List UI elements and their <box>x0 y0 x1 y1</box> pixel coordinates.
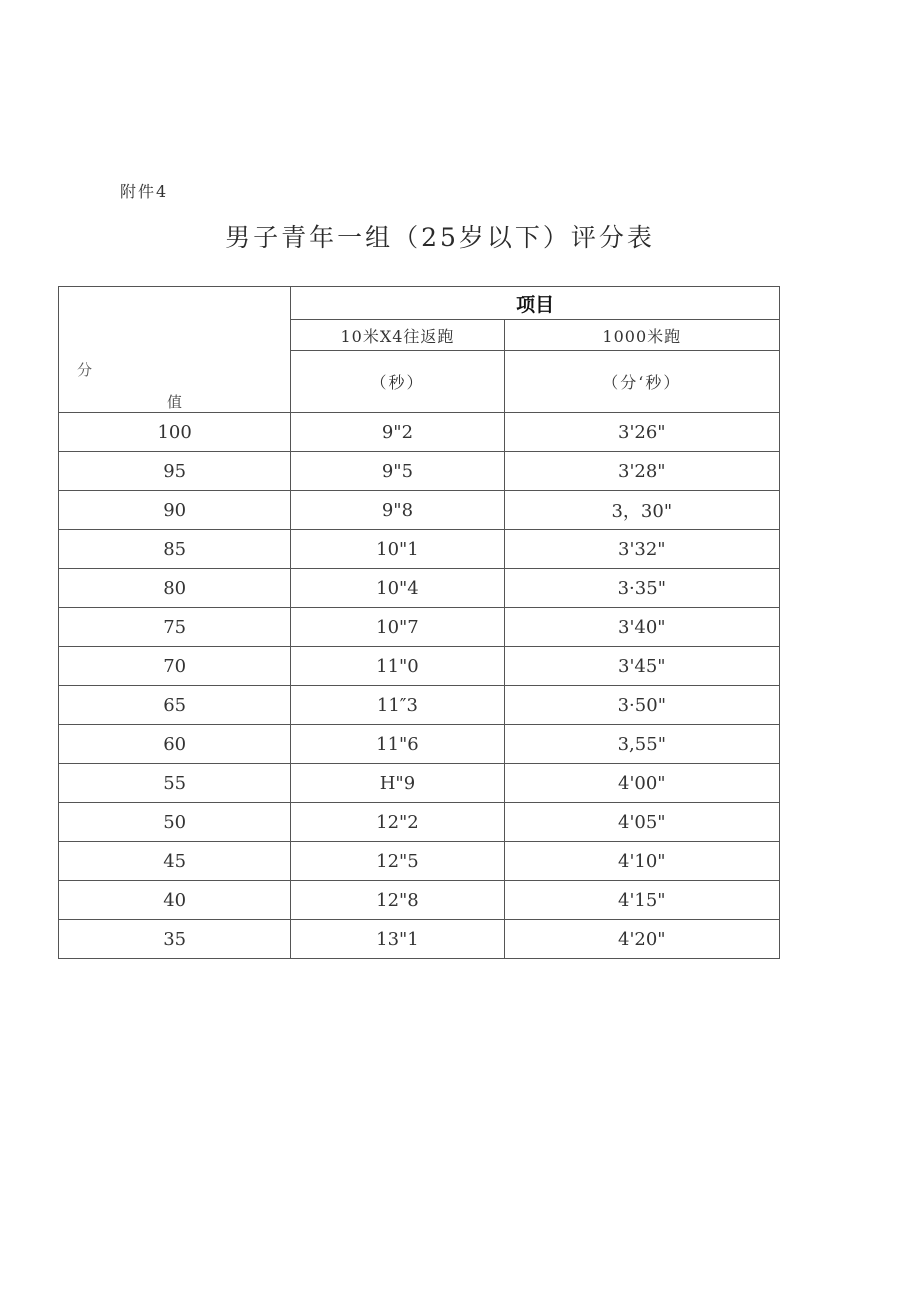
score-cell: 75 <box>59 608 291 647</box>
score-cell: 60 <box>59 725 291 764</box>
run-time-cell: 3'32" <box>504 530 779 569</box>
run-time-cell: 3'40" <box>504 608 779 647</box>
score-cell: 45 <box>59 842 291 881</box>
score-cell: 95 <box>59 452 291 491</box>
page-title: 男子青年一组（25岁以下）评分表 <box>225 223 655 252</box>
header-row-project <box>59 287 780 320</box>
shuttle-time-cell: 10"4 <box>291 569 504 608</box>
score-cell: 70 <box>59 647 291 686</box>
shuttle-time-cell: 11"0 <box>291 647 504 686</box>
shuttle-time-cell: 9"2 <box>291 413 504 452</box>
run-time-cell: 3'45" <box>504 647 779 686</box>
score-cell: 100 <box>59 413 291 452</box>
score-cell: 80 <box>59 569 291 608</box>
shuttle-time-cell: 11″3 <box>291 686 504 725</box>
score-header-cell <box>59 287 291 413</box>
shuttle-time-cell: 13"1 <box>291 920 504 959</box>
score-cell: 65 <box>59 686 291 725</box>
table-row <box>59 764 780 803</box>
unit-run: （分‘秒） <box>504 351 779 413</box>
shuttle-time-cell: H"9 <box>291 764 504 803</box>
score-cell: 50 <box>59 803 291 842</box>
shuttle-time-cell: 12"5 <box>291 842 504 881</box>
score-header-bottom: 值 <box>167 393 183 411</box>
table-row <box>59 803 780 842</box>
shuttle-time-cell: 12"8 <box>291 881 504 920</box>
table-row <box>59 413 780 452</box>
shuttle-time-cell: 9"8 <box>291 491 504 530</box>
table-row <box>59 608 780 647</box>
score-cell: 55 <box>59 764 291 803</box>
table-row <box>59 842 780 881</box>
score-cell: 85 <box>59 530 291 569</box>
run-time-cell: 3'28" <box>504 452 779 491</box>
table-row <box>59 530 780 569</box>
run-time-cell: 3'26" <box>504 413 779 452</box>
score-cell: 35 <box>59 920 291 959</box>
shuttle-time-cell: 10"7 <box>291 608 504 647</box>
table-row <box>59 881 780 920</box>
shuttle-time-cell: 12"2 <box>291 803 504 842</box>
run-time-cell: 4'15" <box>504 881 779 920</box>
run-time-cell: 4'05" <box>504 803 779 842</box>
shuttle-time-cell: 11"6 <box>291 725 504 764</box>
run-time-cell: 3·35" <box>504 569 779 608</box>
score-cell: 90 <box>59 491 291 530</box>
run-time-cell: 3，30" <box>504 491 779 530</box>
column-header-run: 1000米跑 <box>504 320 779 351</box>
unit-shuttle: （秒） <box>291 351 504 413</box>
column-header-shuttle: 10米X4往返跑 <box>291 320 504 351</box>
score-table <box>58 286 780 959</box>
shuttle-time-cell: 9"5 <box>291 452 504 491</box>
shuttle-time-cell: 10"1 <box>291 530 504 569</box>
run-time-cell: 4'10" <box>504 842 779 881</box>
run-time-cell: 3·50" <box>504 686 779 725</box>
run-time-cell: 4'20" <box>504 920 779 959</box>
table-row <box>59 686 780 725</box>
score-cell: 40 <box>59 881 291 920</box>
run-time-cell: 4'00" <box>504 764 779 803</box>
project-header: 项目 <box>291 287 780 320</box>
table-row <box>59 452 780 491</box>
table-row <box>59 569 780 608</box>
table-row <box>59 491 780 530</box>
run-time-cell: 3,55" <box>504 725 779 764</box>
score-header-top: 分 <box>77 361 93 379</box>
table-row <box>59 920 780 959</box>
attachment-label: 附件4 <box>120 182 169 201</box>
table-row <box>59 725 780 764</box>
table-row <box>59 647 780 686</box>
